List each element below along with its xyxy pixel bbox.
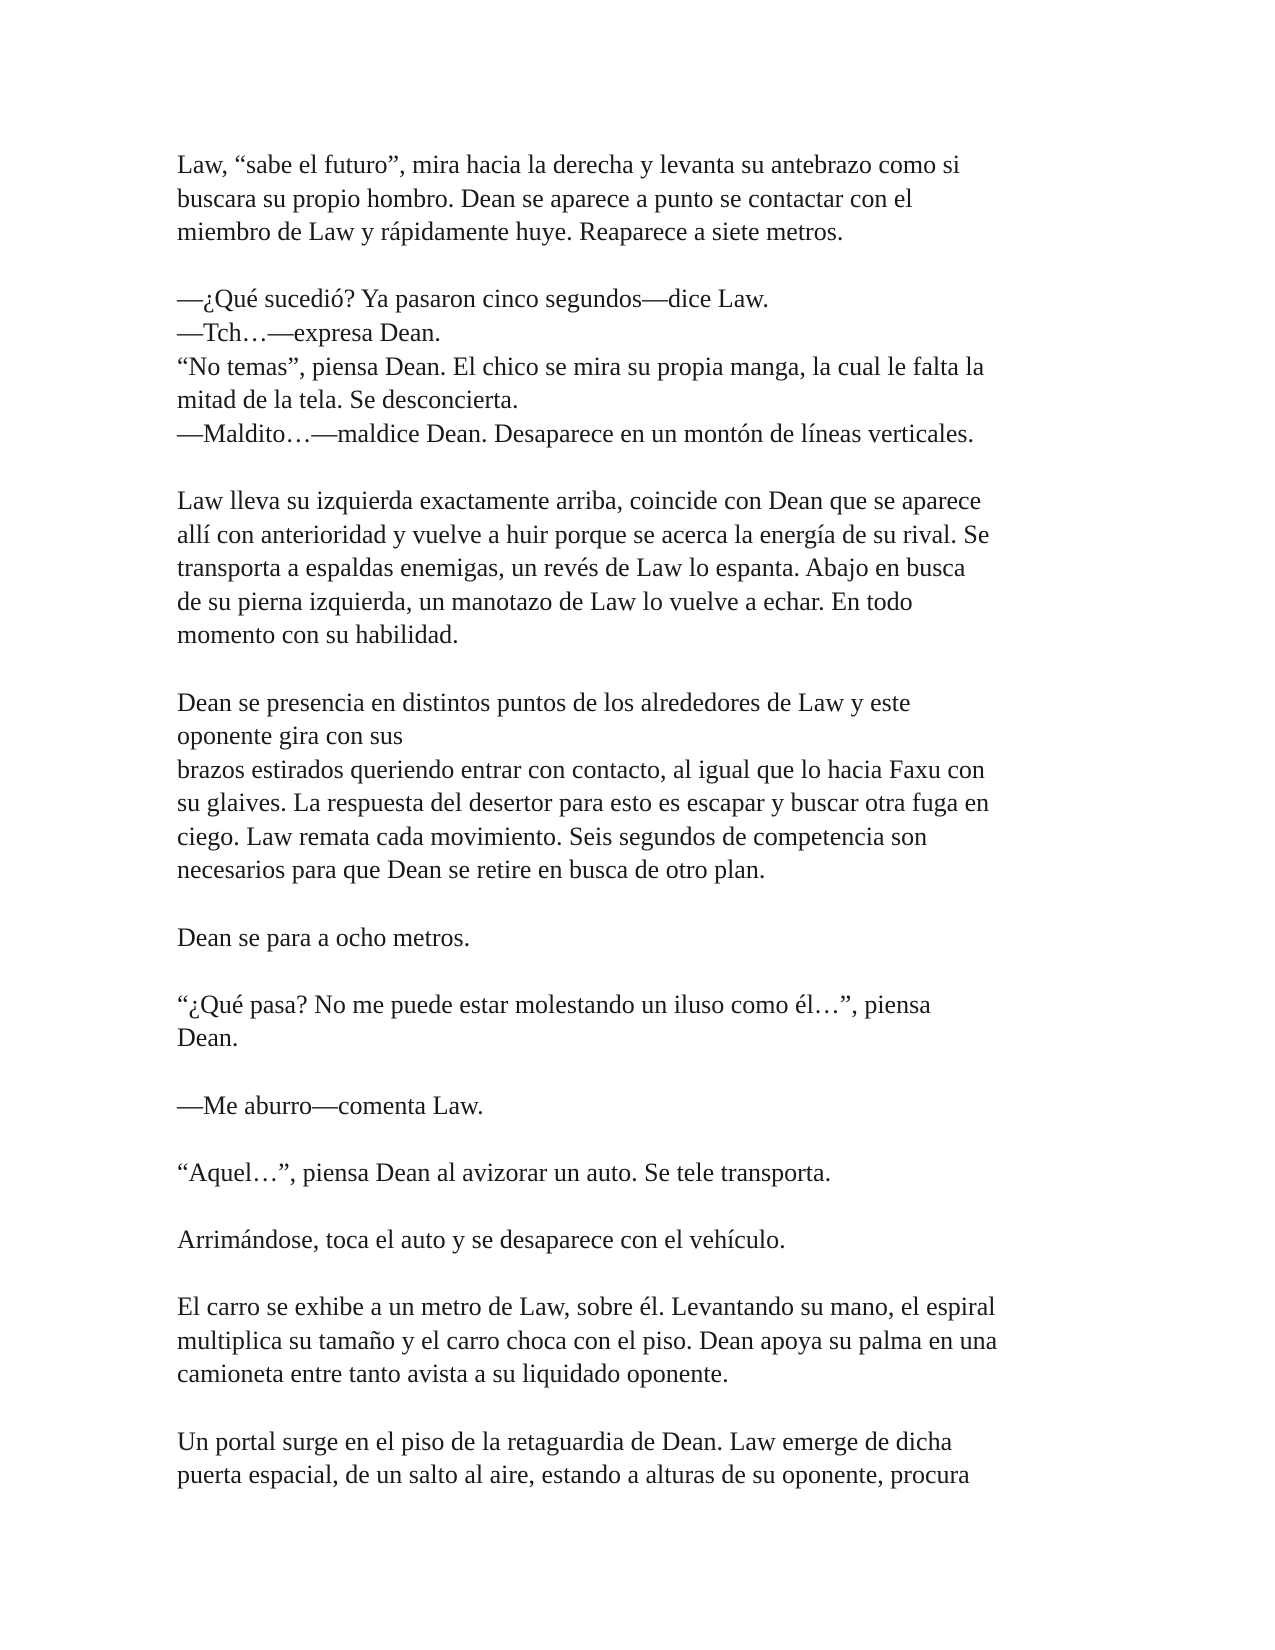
- paragraph: [177, 484, 1107, 652]
- text-line: allí con anterioridad y vuelve a huir porque se acerca la energía de su rival. Se: [177, 519, 990, 549]
- text-line: ciego. Law remata cada movimiento. Seis segundos de competencia son: [177, 821, 928, 851]
- text-line: —¿Qué sucedió? Ya pasaron cinco segundos—dice Law.: [177, 284, 769, 314]
- paragraph: [177, 1156, 1107, 1190]
- text-line: multiplica su tamaño y el carro choca con el piso. Dean apoya su palma en una: [177, 1325, 998, 1355]
- text-line: transporta a espaldas enemigas, un revés de Law lo espanta. Abajo en busca: [177, 553, 966, 583]
- text-line: Dean.: [177, 1023, 239, 1053]
- text-line: Dean se para a ocho metros.: [177, 922, 471, 952]
- text-line: Dean se presencia en distintos puntos de los alrededores de Law y este: [177, 687, 911, 717]
- text-line: —Tch…—expresa Dean.: [177, 317, 441, 347]
- text-line: “¿Qué pasa? No me puede estar molestando un iluso como él…”, piensa: [177, 989, 931, 1019]
- text-line: El carro se exhibe a un metro de Law, sobre él. Levantando su mano, el espiral: [177, 1292, 996, 1322]
- paragraph: [177, 1089, 1107, 1123]
- text-line: de su pierna izquierda, un manotazo de Law lo vuelve a echar. En todo: [177, 586, 913, 616]
- text-line: su glaives. La respuesta del desertor para esto es escapar y buscar otra fuga en: [177, 788, 990, 818]
- paragraph: [177, 1290, 1107, 1391]
- document-body: [177, 148, 1107, 1525]
- paragraph: [177, 988, 1107, 1055]
- text-line: necesarios para que Dean se retire en busca de otro plan.: [177, 855, 766, 885]
- paragraph: [177, 282, 1107, 450]
- paragraph: [177, 921, 1107, 955]
- text-line: Law, “sabe el futuro”, mira hacia la derecha y levanta su antebrazo como si: [177, 150, 960, 179]
- text-line: Law lleva su izquierda exactamente arriba, coincide con Dean que se aparece: [177, 485, 982, 515]
- text-line: miembro de Law y rápidamente huye. Reaparece a siete metros.: [177, 217, 844, 247]
- text-line: Arrimándose, toca el auto y se desaparece con el vehículo.: [177, 1225, 786, 1254]
- paragraph: [177, 148, 1107, 249]
- text-line: “Aquel…”, piensa Dean al avizorar un auto. Se tele transporta.: [177, 1157, 832, 1187]
- paragraph: [177, 1223, 1107, 1257]
- text-line: momento con su habilidad.: [177, 620, 459, 650]
- text-line: Un portal surge en el piso de la retaguardia de Dean. Law emerge de dicha: [177, 1426, 953, 1456]
- paragraph: [177, 686, 1107, 888]
- text-line: —Maldito…—maldice Dean. Desaparece en un montón de líneas verticales.: [177, 418, 975, 448]
- text-line: mitad de la tela. Se desconcierta.: [177, 385, 519, 415]
- text-line: “No temas”, piensa Dean. El chico se mira su propia manga, la cual le falta la: [177, 351, 985, 381]
- text-line: buscara su propio hombro. Dean se aparece a punto se contactar con el: [177, 183, 913, 213]
- text-line: —Me aburro—comenta Law.: [177, 1090, 484, 1120]
- paragraph: [177, 1425, 1107, 1492]
- text-line: camioneta entre tanto avista a su liquidado oponente.: [177, 1359, 729, 1389]
- text-line: oponente gira con sus: [177, 721, 404, 751]
- text-line: puerta espacial, de un salto al aire, estando a alturas de su oponente, procura: [177, 1460, 970, 1490]
- text-line: brazos estirados queriendo entrar con contacto, al igual que lo hacia Faxu con: [177, 754, 985, 784]
